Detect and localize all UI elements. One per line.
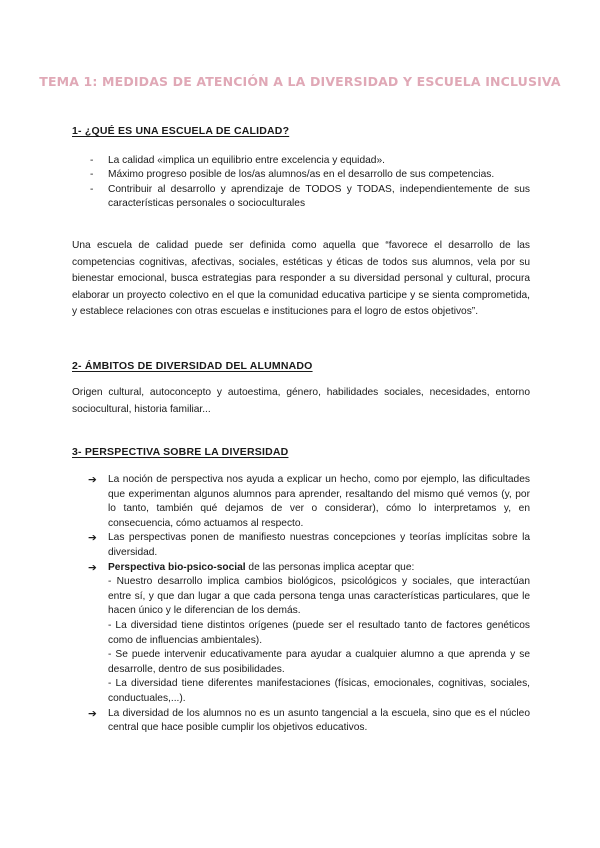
sub-point: - Se puede intervenir educativamente para ayudar a cualquier alumno a que aprenda y se desarrolle, dentro de sus posibilidades. [108,649,530,675]
section-1-bullet-list [90,154,530,212]
section-1-heading: 1- ¿QUÉ ES UNA ESCUELA DE CALIDAD? [72,125,290,137]
sub-point: - La diversidad tiene distintos orígenes (puede ser el resultado tanto de factores genéticos como de influencias ambientales). [108,619,530,646]
arrow-right-icon: ➔ [88,474,97,486]
sub-point: - La diversidad tiene diferentes manifestaciones (físicas, emocionales, cognitivas, sociales, conductuales,...). [108,678,530,704]
list-item: ➔ Perspectiva bio-psico-social de las personas implica aceptar que: - Nuestro desarrollo implica cambios biológicos, psicológicos y sociales, que interactúan entre sí, y que dan lugar a que cada persona tenga unas características particulares, que le hacen único y le diferencian de los demás. - La diversidad tiene distintos orígenes (puede ser el resultado tanto de factores genéticos como de influencias ambientales). - Se puede intervenir educativamente para ayudar a cualquier alumno a que aprenda y se desarrolle, dentro de sus posibilidades. - La diversidad tiene diferentes manifestaciones (físicas, emocionales, cognitivas, sociales, conductuales,...). [88,561,530,707]
document-title: TEMA 1: MEDIDAS DE ATENCIÓN A LA DIVERSIDAD Y ESCUELA INCLUSIVA [39,74,561,89]
section-1-paragraph: Una escuela de calidad puede ser definida como aquella que “favorece el desarrollo de las competencias cognitivas, afectivas, sociales, estéticas y éticas de todos sus alumnos, vela por su bienestar emocional, busca estrategias para responder a su diversidad personal y cultural, procura elaborar un proyecto colectivo en el que la comunidad educativa participe y se sienta comprometida, y establece relaciones con otras escuelas e instituciones para el logro de estos objetivos”. [72,240,530,317]
section-3-arrow-list [88,473,530,736]
dash-marker: - [90,183,94,195]
bold-term: Perspectiva bio-psico-social [108,561,246,573]
section-3-heading: 3- PERSPECTIVA SOBRE LA DIVERSIDAD [72,446,289,458]
sub-point: - Nuestro desarrollo implica cambios biológicos, psicológicos y sociales, que interactúan entre sí, y que dan lugar a que cada persona tenga unas características particulares, que le hacen único y le diferencian de los demás. [108,576,530,617]
list-item: - Contribuir al desarrollo y aprendizaje de TODOS y TODAS, independientemente de sus características personales o socioculturales [90,183,530,210]
section-2-heading: 2- ÁMBITOS DE DIVERSIDAD DEL ALUMNADO [72,360,313,372]
arrow-right-icon: ➔ [88,532,97,545]
list-item: ➔ La diversidad de los alumnos no es un asunto tangencial a la escuela, sino que es el núcleo central que hace posible cumplir los objetivos educativos. [88,707,530,734]
arrow-right-icon: ➔ [88,561,97,574]
dash-marker: - [90,169,94,181]
arrow-right-icon: ➔ [88,707,97,720]
section-2-paragraph: Origen cultural, autoconcepto y autoestima, género, habilidades sociales, necesidades, entorno sociocultural, historia familiar... [72,387,530,415]
list-item: - La calidad «implica un equilibrio entre excelencia y equidad». [90,154,530,168]
dash-marker: - [90,155,94,166]
list-item: ➔ La noción de perspectiva nos ayuda a explicar un hecho, como por ejemplo, las dificultades que experimentan algunos alumnos para aprender, resaltando del mismo qué vemos (y, por lo tanto, también qué dejamos de ver o considerar), cómo lo interpretamos y, en consecuencia, cómo actuamos al respecto. [88,474,530,529]
list-item: ➔ Las perspectivas ponen de manifiesto nuestras concepciones y teorías implícitas sobre la diversidad. [88,532,530,558]
list-item: - Máximo progreso posible de los/as alumnos/as en el desarrollo de sus competencias. [90,168,530,182]
